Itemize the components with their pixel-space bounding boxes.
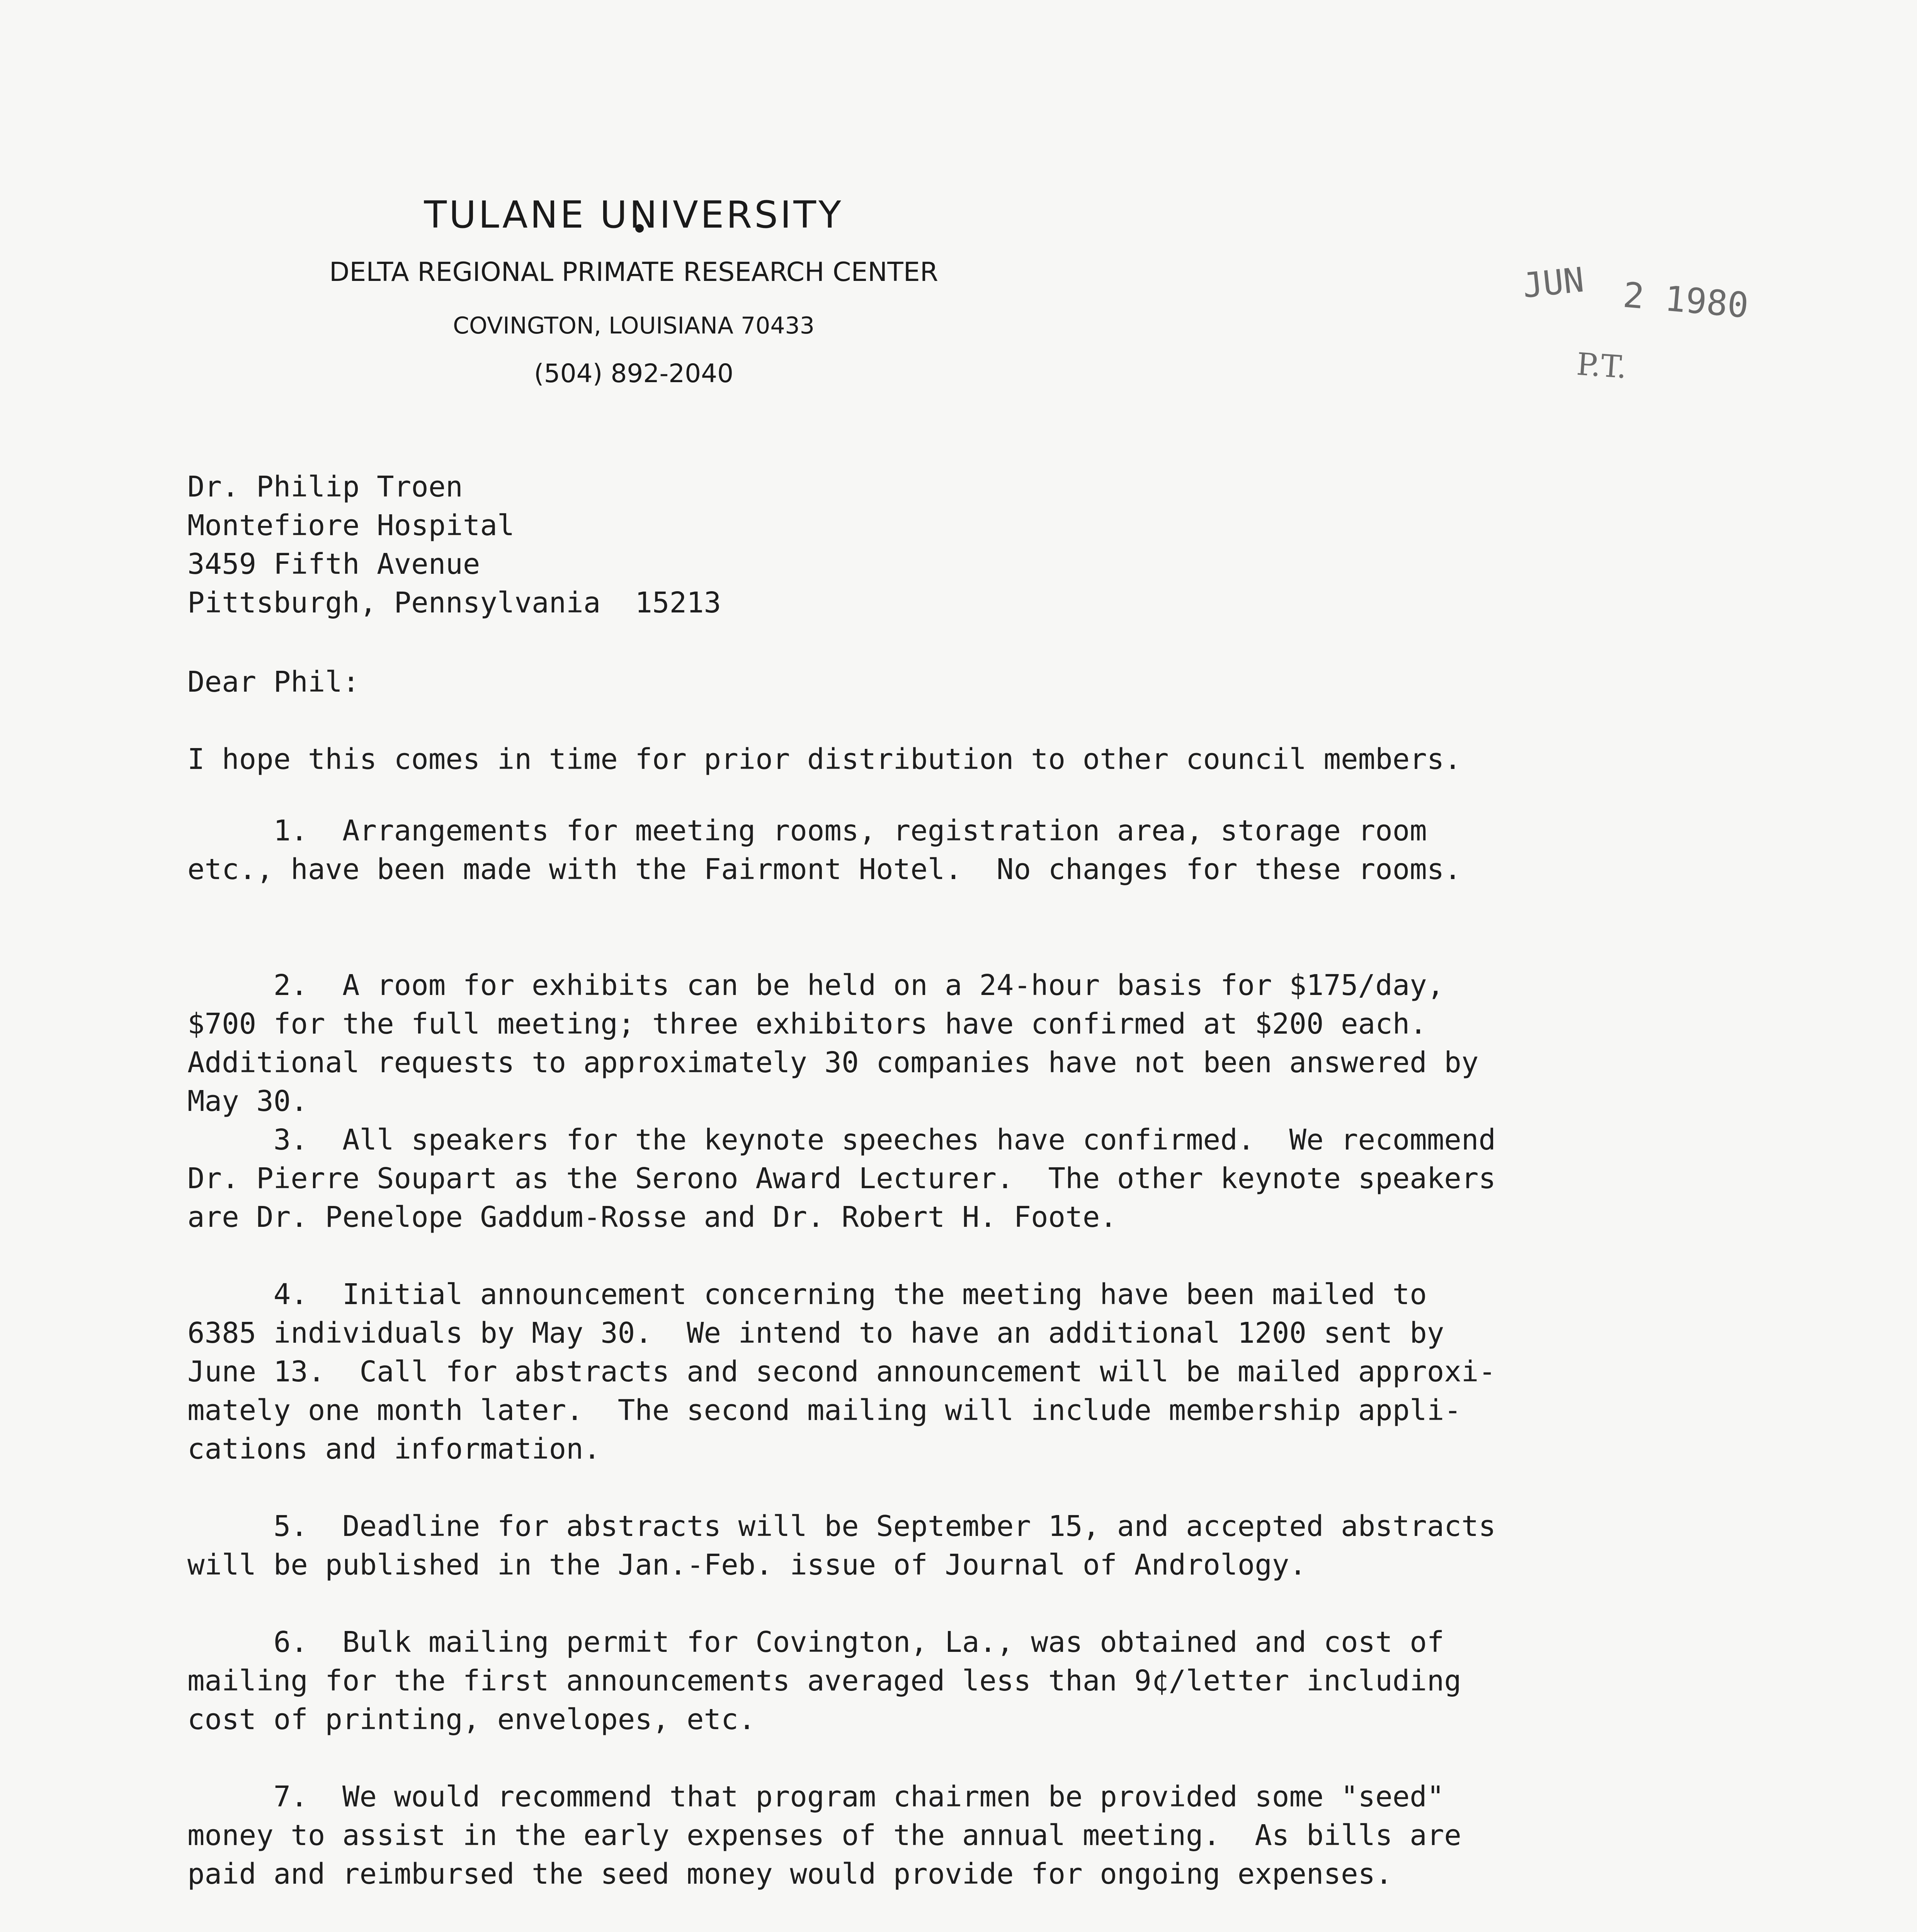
research-center-name: DELTA REGIONAL PRIMATE RESEARCH CENTER bbox=[329, 257, 938, 287]
numbered-item-3 bbox=[187, 1121, 1496, 1236]
received-stamp-month: JUN bbox=[1521, 259, 1586, 306]
university-name: TULANE UNIVERSITY bbox=[424, 193, 844, 236]
item-line: Additional requests to approximately 30 companies have not been answered by bbox=[187, 1046, 1479, 1079]
received-stamp-date: 2 1980 bbox=[1621, 275, 1750, 326]
recipient-name: Dr. Philip Troen bbox=[187, 470, 463, 503]
numbered-item-6 bbox=[187, 1623, 1461, 1739]
numbered-item-4 bbox=[187, 1275, 1496, 1468]
salutation: Dear Phil: bbox=[187, 665, 360, 699]
item-line: 4. Initial announcement concerning the meeting have been mailed to bbox=[187, 1278, 1427, 1311]
numbered-item-7 bbox=[187, 1777, 1461, 1893]
numbered-item-2 bbox=[187, 966, 1478, 1121]
item-line: etc., have been made with the Fairmont Hotel. No changes for these rooms. bbox=[187, 853, 1461, 886]
item-line: 3. All speakers for the keynote speeches have confirmed. We recommend bbox=[187, 1123, 1496, 1156]
intro-paragraph: I hope this comes in time for prior distribution to other council members. bbox=[187, 743, 1461, 776]
item-line: 7. We would recommend that program chairmen be provided some "seed" bbox=[187, 1780, 1444, 1813]
item-line: 6. Bulk mailing permit for Covington, La., was obtained and cost of bbox=[187, 1626, 1444, 1659]
item-line: June 13. Call for abstracts and second announcement will be mailed approxi- bbox=[187, 1355, 1496, 1388]
item-line: 6385 individuals by May 30. We intend to have an additional 1200 sent by bbox=[187, 1316, 1444, 1350]
letterhead-phone: (504) 892-2040 bbox=[534, 359, 734, 388]
recipient-street: 3459 Fifth Avenue bbox=[187, 548, 480, 581]
item-line: mately one month later. The second mailing will include membership appli- bbox=[187, 1394, 1461, 1427]
received-stamp-initials: P.T. bbox=[1575, 346, 1628, 386]
letterhead-address: COVINGTON, LOUISIANA 70433 bbox=[453, 312, 815, 339]
item-line: paid and reimbursed the seed money would provide for ongoing expenses. bbox=[187, 1857, 1393, 1891]
item-line: are Dr. Penelope Gaddum-Rosse and Dr. Robert H. Foote. bbox=[187, 1201, 1117, 1234]
item-line: money to assist in the early expenses of the annual meeting. As bills are bbox=[187, 1819, 1461, 1852]
item-line: $700 for the full meeting; three exhibitors have confirmed at $200 each. bbox=[187, 1007, 1427, 1041]
item-line: mailing for the first announcements averaged less than 9¢/letter including bbox=[187, 1664, 1461, 1697]
item-line: will be published in the Jan.-Feb. issue of Journal of Andrology. bbox=[187, 1548, 1306, 1582]
item-line: May 30. bbox=[187, 1085, 308, 1118]
recipient-city: Pittsburgh, Pennsylvania 15213 bbox=[187, 586, 721, 619]
item-line: cations and information. bbox=[187, 1432, 601, 1466]
item-line: 1. Arrangements for meeting rooms, registration area, storage room bbox=[187, 814, 1427, 847]
item-line: 5. Deadline for abstracts will be September 15, and accepted abstracts bbox=[187, 1510, 1496, 1543]
numbered-item-1 bbox=[187, 811, 1461, 889]
numbered-item-5 bbox=[187, 1507, 1496, 1584]
item-line: Dr. Pierre Soupart as the Serono Award Lecturer. The other keynote speakers bbox=[187, 1162, 1496, 1195]
item-line: cost of printing, envelopes, etc. bbox=[187, 1703, 756, 1736]
item-line: 2. A room for exhibits can be held on a 24-hour basis for $175/day, bbox=[187, 969, 1444, 1002]
recipient-organization: Montefiore Hospital bbox=[187, 509, 515, 542]
